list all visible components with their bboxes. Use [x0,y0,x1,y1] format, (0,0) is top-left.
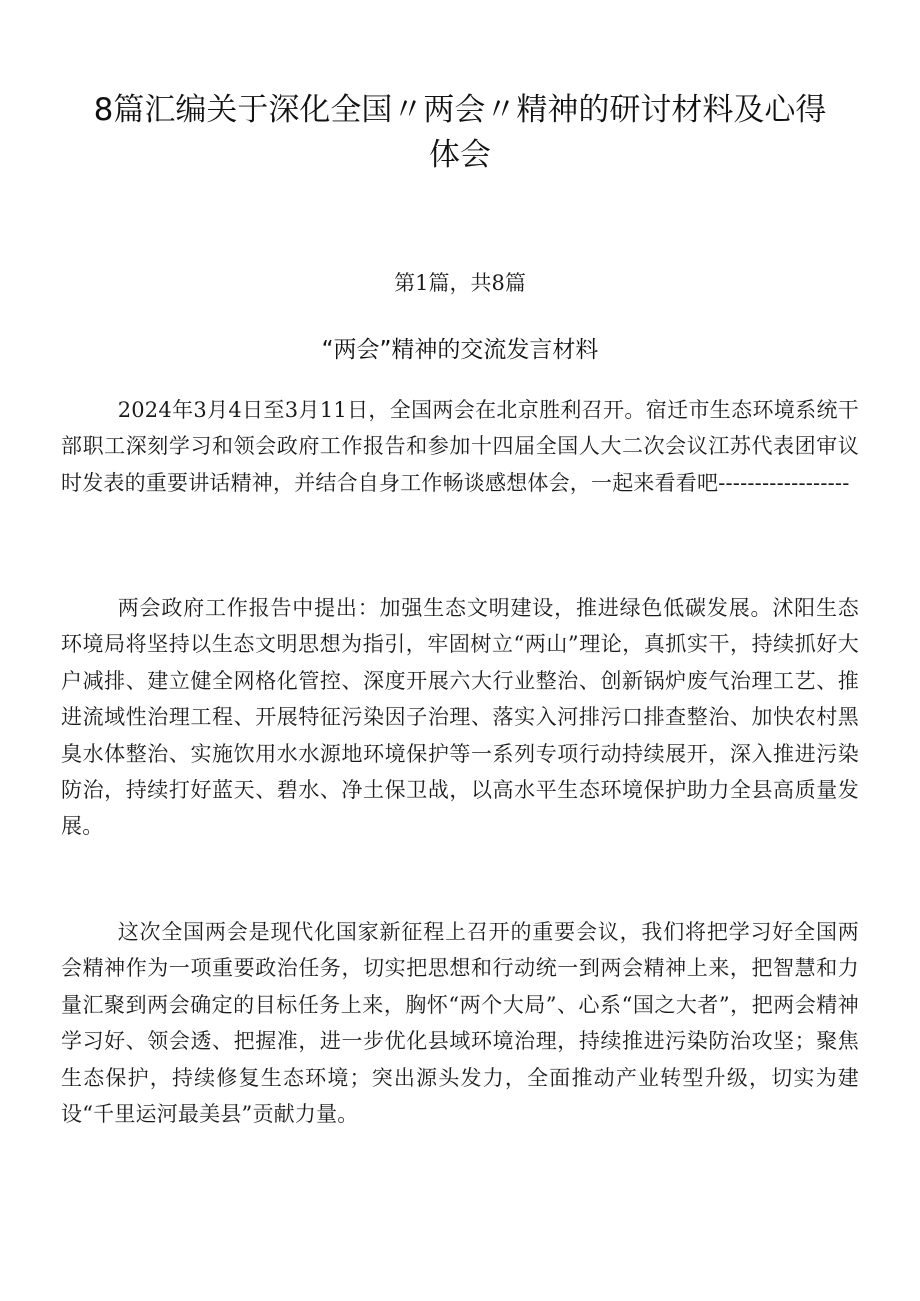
document-title: 8篇汇编关于深化全国〃两会〃精神的研讨材料及心得体会 [93,92,827,173]
part-counter: 第1篇，共8篇 [394,271,526,295]
section-title: “两会”精神的交流发言材料 [321,337,599,363]
paragraph-1: 2024年3月4日至3月11日，全国两会在北京胜利召开。宿迁市生态环境系统干部职工深刻学习和领会政府工作报告和参加十四届全国人大二次会议江苏代表团审议时发表的重要讲话精神，并结合自身工作畅谈感想体会，一起来看看吧------------------ [61,398,859,495]
paragraph-2: 两会政府工作报告中提出：加强生态文明建设，推进绿色低碳发展。沭阳生态环境局将坚持以生态文明思想为指引，牢固树立“两山”理论，真抓实干，持续抓好大户减排、建立健全网格化管控、深度开展六大行业整治、创新锅炉废气治理工艺、推进流域性治理工程、开展特征污染因子治理、落实入河排污口排查整治、加快农村黑臭水体整治、实施饮用水水源地环境保护等一系列专项行动持续展开，深入推进污染防治，持续打好蓝天、碧水、净土保卫战，以高水平生态环境保护助力全县高质量发展。 [61,596,859,839]
paragraph-3: 这次全国两会是现代化国家新征程上召开的重要会议，我们将把学习好全国两会精神作为一项重要政治任务，切实把思想和行动统一到两会精神上来，把智慧和力量汇聚到两会确定的目标任务上来，胸怀“两个大局”、心系“国之大者”，把两会精神学习好、领会透、把握准，进一步优化县域环境治理，持续推进污染防治攻坚；聚焦生态保护，持续修复生态环境；突出源头发力，全面推动产业转型升级，切实为建设“千里运河最美县”贡献力量。 [61,920,859,1127]
